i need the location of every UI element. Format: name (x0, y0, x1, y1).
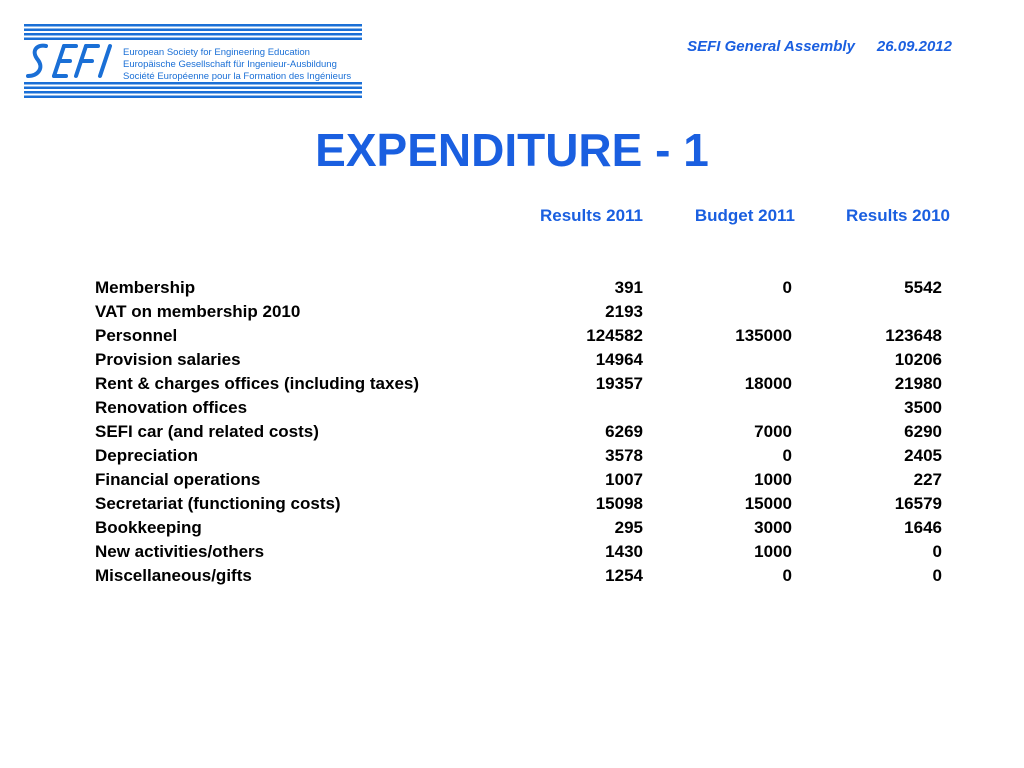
page-title: EXPENDITURE - 1 (315, 124, 709, 176)
table-row (0, 350, 1024, 374)
results-2010-value: 10206 (894, 350, 942, 369)
table-row (0, 542, 1024, 566)
row-label: Financial operations (95, 470, 261, 489)
results-2010-value: 6290 (904, 422, 942, 441)
budget-2011-value: 0 (782, 446, 792, 465)
results-2010-value: 2405 (904, 446, 942, 465)
results-2011-value: 1430 (605, 542, 643, 561)
results-2011-value: 19357 (595, 374, 643, 393)
results-2010-value: 227 (913, 470, 942, 489)
column-header-results-2010: Results 2010 (846, 206, 950, 225)
row-label: Renovation offices (95, 398, 248, 417)
budget-2011-value: 0 (782, 278, 792, 297)
results-2010-value: 1646 (904, 518, 942, 537)
row-label: Bookkeeping (95, 518, 202, 537)
results-2010-value: 16579 (894, 494, 942, 513)
results-2011-value: 1007 (605, 470, 643, 489)
logo-line-de: Europäische Gesellschaft für Ingenieur-Ausbildung (123, 59, 337, 70)
results-2011-value: 15098 (595, 494, 643, 513)
results-2011-value: 14964 (595, 350, 643, 369)
table-row (0, 566, 1024, 590)
table-row (0, 422, 1024, 446)
row-label: SEFI car (and related costs) (95, 422, 319, 441)
results-2011-value: 124582 (586, 326, 643, 345)
results-2010-value: 5542 (904, 278, 942, 297)
results-2011-value: 391 (614, 278, 643, 297)
table-row (0, 326, 1024, 350)
budget-2011-value: 18000 (744, 374, 792, 393)
results-2011-value: 295 (614, 518, 643, 537)
row-label: Rent & charges offices (including taxes) (95, 374, 420, 393)
table-row (0, 470, 1024, 494)
budget-2011-value: 1000 (754, 542, 792, 561)
row-label: Miscellaneous/gifts (95, 566, 252, 585)
budget-2011-value: 7000 (754, 422, 792, 441)
results-2011-value: 6269 (605, 422, 643, 441)
logo-tagline (123, 47, 363, 83)
budget-2011-value: 1000 (754, 470, 792, 489)
table-row (0, 446, 1024, 470)
budget-2011-value: 15000 (744, 494, 792, 513)
results-2011-value: 2193 (605, 302, 643, 321)
event-date: 26.09.2012 (876, 38, 952, 55)
header-info (687, 38, 952, 55)
row-label: Depreciation (95, 446, 198, 465)
results-2010-value: 123648 (885, 326, 942, 345)
table-row (0, 494, 1024, 518)
table-row (0, 398, 1024, 422)
table-row (0, 518, 1024, 542)
results-2010-value: 3500 (904, 398, 942, 417)
row-label: Provision salaries (95, 350, 241, 369)
table-row (0, 374, 1024, 398)
results-2010-value: 0 (932, 566, 942, 585)
results-2010-value: 0 (932, 542, 942, 561)
results-2011-value: 1254 (605, 566, 643, 585)
logo-line-fr: Société Européenne pour la Formation des Ingénieurs (123, 71, 352, 82)
expenditure-table (0, 278, 1024, 590)
table-row (0, 302, 1024, 326)
logo-line-en: European Society for Engineering Education (123, 47, 310, 58)
table-row (0, 278, 1024, 302)
budget-2011-value: 3000 (754, 518, 792, 537)
column-header-budget-2011: Budget 2011 (694, 206, 795, 225)
row-label: VAT on membership 2010 (95, 302, 301, 321)
row-label: Secretariat (functioning costs) (95, 494, 341, 513)
budget-2011-value: 0 (782, 566, 792, 585)
row-label: New activities/others (95, 542, 265, 561)
row-label: Personnel (95, 326, 178, 345)
sefi-logo (24, 24, 362, 98)
column-header-results-2011: Results 2011 (539, 206, 643, 225)
results-2010-value: 21980 (894, 374, 942, 393)
row-label: Membership (95, 278, 196, 297)
results-2011-value: 3578 (605, 446, 643, 465)
event-name: SEFI General Assembly (687, 38, 855, 55)
budget-2011-value: 135000 (735, 326, 792, 345)
